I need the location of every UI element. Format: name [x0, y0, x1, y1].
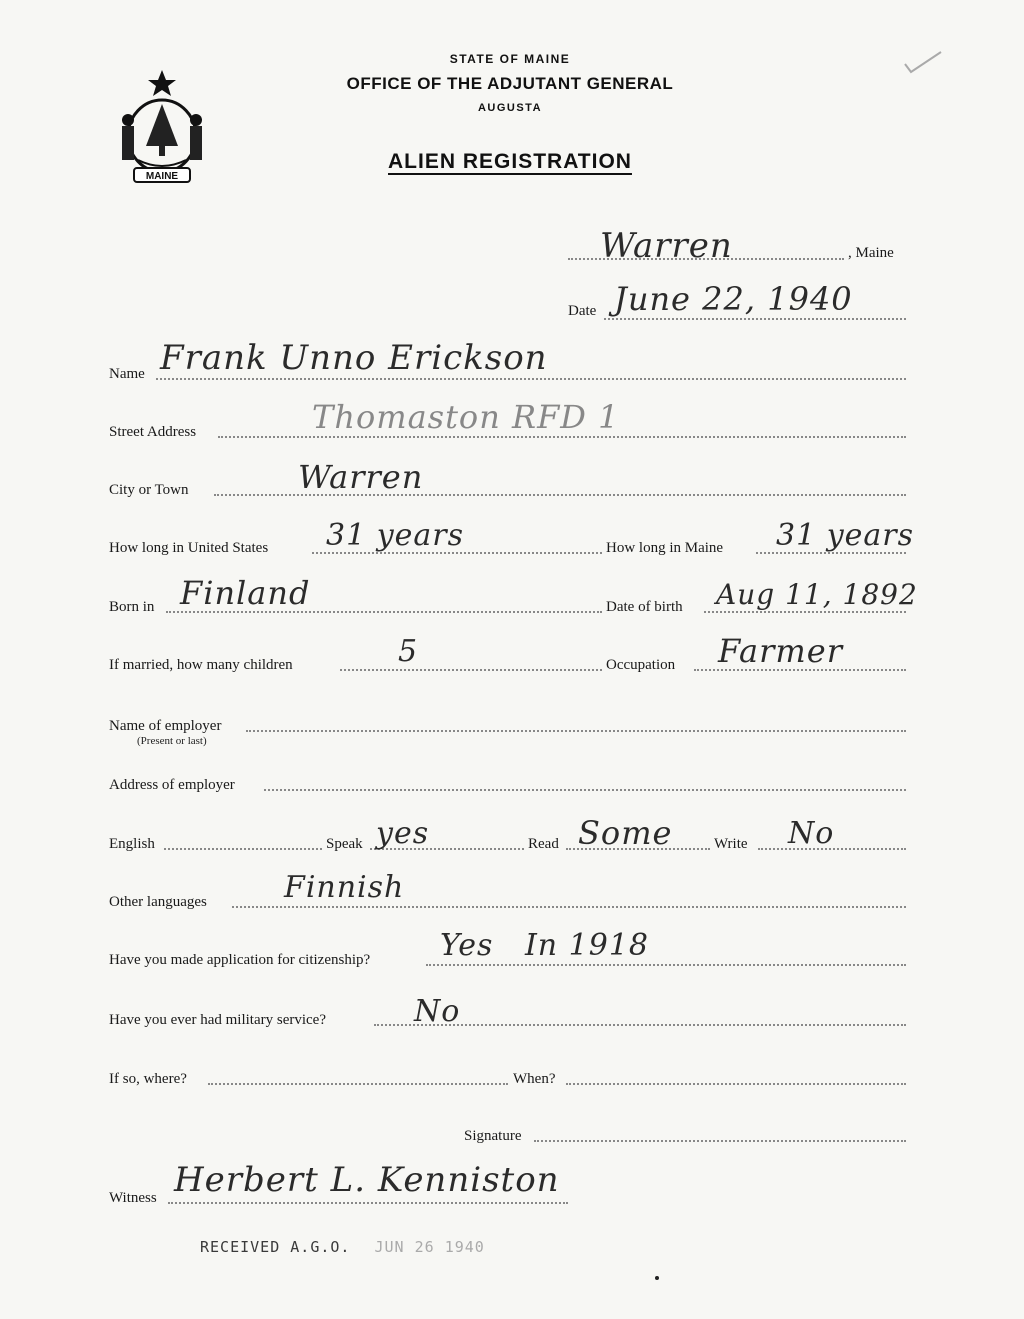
- born-in-value[interactable]: Finland: [180, 574, 311, 612]
- military-value[interactable]: No: [414, 994, 461, 1029]
- other-languages-label: Other languages: [109, 894, 207, 910]
- other-languages-line: [232, 906, 906, 908]
- street-value[interactable]: Thomaston RFD 1: [312, 398, 620, 436]
- stamp-text: RECEIVED A.G.O.: [200, 1238, 351, 1256]
- name-value[interactable]: Frank Unno Erickson: [160, 338, 548, 378]
- speak-label: Speak: [326, 836, 363, 852]
- witness-value[interactable]: Herbert L. Kenniston: [174, 1160, 560, 1200]
- citizenship-label: Have you made application for citizenship?: [109, 952, 371, 968]
- employer-label: Name of employer: [109, 718, 222, 734]
- date-value[interactable]: June 22, 1940: [614, 280, 853, 318]
- maine-state-seal-icon: [108, 68, 216, 186]
- city-heading: AUGUSTA: [477, 102, 543, 114]
- ink-dot: [655, 1276, 659, 1280]
- witness-line: [168, 1202, 568, 1204]
- place-value[interactable]: Warren: [600, 226, 733, 266]
- speak-value[interactable]: yes: [376, 816, 430, 851]
- children-line: [340, 669, 602, 671]
- military-label: Have you ever had military service?: [109, 1012, 326, 1028]
- date-of-birth-line: [704, 611, 906, 613]
- how-long-maine-label: How long in Maine: [606, 540, 724, 556]
- svg-text:MAINE: MAINE: [145, 171, 179, 182]
- english-line: [164, 848, 322, 850]
- street-line: [218, 436, 906, 438]
- signature-field[interactable]: [534, 1140, 906, 1142]
- form-title: ALIEN REGISTRATION: [388, 150, 632, 173]
- when-label: When?: [513, 1071, 556, 1087]
- received-stamp: [200, 1238, 485, 1256]
- office-heading: OFFICE OF THE ADJUTANT GENERAL: [346, 74, 674, 93]
- how-long-us-value[interactable]: 31 years: [326, 518, 465, 553]
- read-label: Read: [528, 836, 559, 852]
- date-line: [604, 318, 906, 320]
- stamp-date: JUN 26 1940: [374, 1238, 485, 1256]
- where-label: If so, where?: [109, 1071, 187, 1087]
- where-field[interactable]: [208, 1083, 508, 1085]
- citizenship-line: [426, 964, 906, 966]
- write-label: Write: [714, 836, 748, 852]
- city-town-value[interactable]: Warren: [298, 458, 424, 496]
- born-in-label: Born in: [109, 599, 155, 615]
- date-label: Date: [568, 303, 597, 319]
- english-label: English: [109, 836, 155, 852]
- employer-sublabel: (Present or last): [137, 735, 207, 747]
- read-value[interactable]: Some: [578, 814, 673, 852]
- employer-address-label: Address of employer: [109, 777, 235, 793]
- other-languages-value[interactable]: Finnish: [284, 870, 405, 905]
- children-value[interactable]: 5: [398, 634, 419, 669]
- witness-label: Witness: [109, 1190, 157, 1206]
- children-label: If married, how many children: [109, 657, 293, 673]
- street-label: Street Address: [109, 424, 197, 440]
- checkmark-icon: [903, 50, 943, 74]
- how-long-us-label: How long in United States: [109, 540, 269, 556]
- signature-label: Signature: [464, 1128, 522, 1144]
- name-label: Name: [109, 366, 145, 382]
- state-heading: STATE OF MAINE: [449, 52, 571, 66]
- date-of-birth-label: Date of birth: [606, 599, 683, 615]
- how-long-maine-value[interactable]: 31 years: [776, 518, 915, 553]
- date-of-birth-value[interactable]: Aug 11, 1892: [716, 578, 918, 611]
- citizenship-value[interactable]: Yes In 1918: [440, 928, 650, 963]
- city-town-label: City or Town: [109, 482, 189, 498]
- occupation-label: Occupation: [606, 657, 676, 673]
- write-value[interactable]: No: [788, 816, 835, 851]
- when-field[interactable]: [566, 1083, 906, 1085]
- employer-field[interactable]: [246, 730, 906, 732]
- name-line: [156, 378, 906, 380]
- place-suffix: , Maine: [848, 245, 894, 261]
- occupation-value[interactable]: Farmer: [718, 632, 843, 670]
- employer-address-field[interactable]: [264, 789, 906, 791]
